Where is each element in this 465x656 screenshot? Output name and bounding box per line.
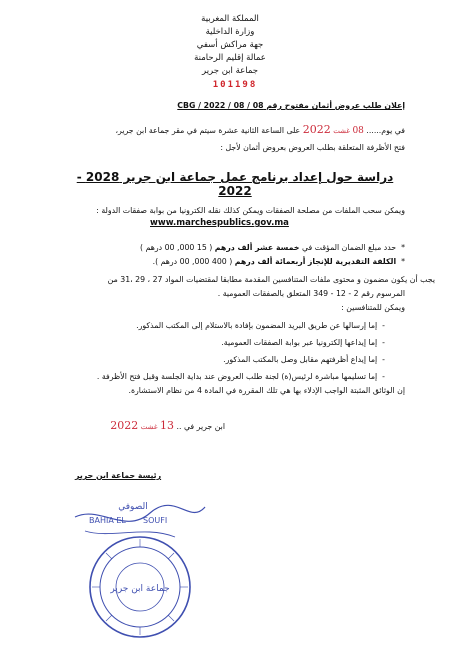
opening-second-line: فتح الأظرفة المتعلقة بطلب العروض بعروض أثمان لأجل :	[220, 143, 405, 152]
signature-handwritten-month: غشت	[140, 423, 158, 431]
guarantee-amount: ( 15 000, 00 درهم )	[140, 243, 213, 252]
announcement-ref-code: CBG / 2022 / 08 / 08	[177, 101, 264, 110]
signer-first-name: BAHIA EL	[89, 516, 126, 525]
guarantee-prefix: حدد مبلغ الضمان المؤقت في	[301, 243, 397, 252]
signature-stroke	[85, 531, 175, 537]
header-kingdom: المملكة المغربية	[201, 14, 259, 24]
dash-icon: -	[377, 372, 385, 381]
option-item	[97, 371, 385, 382]
conformity-line-2: المرسوم رقم 2 - 12 - 349 المتعلق بالصفقات العمومية .	[217, 289, 405, 298]
signature-handwritten-year: 2022	[110, 419, 139, 432]
files-text: ويمكن سحب الملفات من مصلحة الصفقات ويمكن كذلك نقله الكترونيا من بوابة صفقات الدولة :	[96, 206, 405, 215]
place-date-line	[110, 420, 225, 433]
competitors-can: ويمكن للمتنافسين :	[341, 303, 405, 312]
website-link[interactable]: www.marchespublics.gov.ma	[150, 218, 289, 228]
announcement-heading-text: إعلان طلب عروض أثمان مفتوح رقم	[266, 101, 405, 110]
signature-seal-graphic	[55, 495, 215, 645]
guarantee-bold: خمسة عشر ألف درهم	[214, 243, 300, 252]
document-title: دراسة حول إعداد برنامج عمل جماعة ابن جرير 2028 - 2022	[76, 170, 394, 198]
opening-handwritten-month: غشت	[333, 127, 350, 135]
guarantee-line	[140, 242, 405, 253]
bullet-star-icon: *	[398, 243, 405, 252]
header-province: عمالة إقليم الرحامنة	[194, 53, 266, 63]
dash-icon: -	[377, 321, 385, 330]
header-region: جهة مراكش أسفي	[196, 40, 264, 50]
announcement-heading	[177, 100, 405, 111]
option-item	[136, 320, 385, 331]
opening-line-prefix: في يوم......	[366, 126, 405, 135]
estimate-amount: ( 400 000, 00 درهم ).	[152, 257, 233, 266]
conformity-line-1: يجب أن يكون مضمون و محتوى ملفات المتنافسين المقدمة مطابقا لمقتضيات المواد 27 ، 29 ،31 من	[107, 275, 435, 284]
signer-title: رئيسة جماعة ابن جرير	[75, 471, 162, 480]
dash-icon: -	[377, 338, 385, 347]
header-commune: جماعة ابن جرير	[202, 66, 258, 76]
seal-text: جماعة ابن جرير	[110, 584, 170, 594]
dash-icon: -	[377, 355, 385, 364]
opening-line	[116, 124, 406, 137]
option-item	[221, 337, 385, 348]
bullet-star-icon: *	[398, 257, 405, 266]
option-text: إما إرسالها عن طريق البريد المضمون بإفادة بالاستلام إلى المكتب المذكور.	[136, 321, 378, 330]
option-text: إما تسليمها مباشرة لرئيس(ة) لجنة طلب العروض عند بداية الجلسة وقبل فتح الأظرفة .	[96, 372, 378, 381]
signer-last-name: SOUFI	[143, 516, 168, 525]
estimate-bold: أربعمائة ألف درهم	[234, 257, 306, 266]
documents-line: إن الوثائق المثبتة الواجب الإدلاء بها هي تلك المقررة في المادة 4 من نظام الاستشارة.	[128, 386, 405, 395]
reference-stamp-number: 101198	[212, 80, 258, 90]
place-date-prefix: ابن جرير في	[183, 422, 225, 431]
option-item	[223, 354, 385, 365]
signature-handwritten-day: 13	[160, 419, 174, 432]
option-text: إما إيداعها إلكترونيا عبر بوابة الصفقات العمومية.	[221, 338, 378, 347]
signer-name-ar: الصوفي	[118, 502, 148, 512]
opening-line-rest: على الساعة الثانية عشرة سيتم في مقر جماعة ابن جرير،	[115, 126, 301, 135]
opening-handwritten-year: 2022	[302, 123, 331, 136]
place-date-dots: ..	[176, 422, 182, 431]
estimate-line	[153, 256, 405, 267]
option-text: إما إيداع أظرفتهم مقابل وصل بالمكتب المذكور.	[223, 355, 378, 364]
header-ministry: وزارة الداخلية	[205, 27, 255, 37]
opening-handwritten-day: 08	[352, 126, 364, 136]
estimate-prefix: الكلفة التقديرية للإنجاز	[307, 257, 397, 266]
